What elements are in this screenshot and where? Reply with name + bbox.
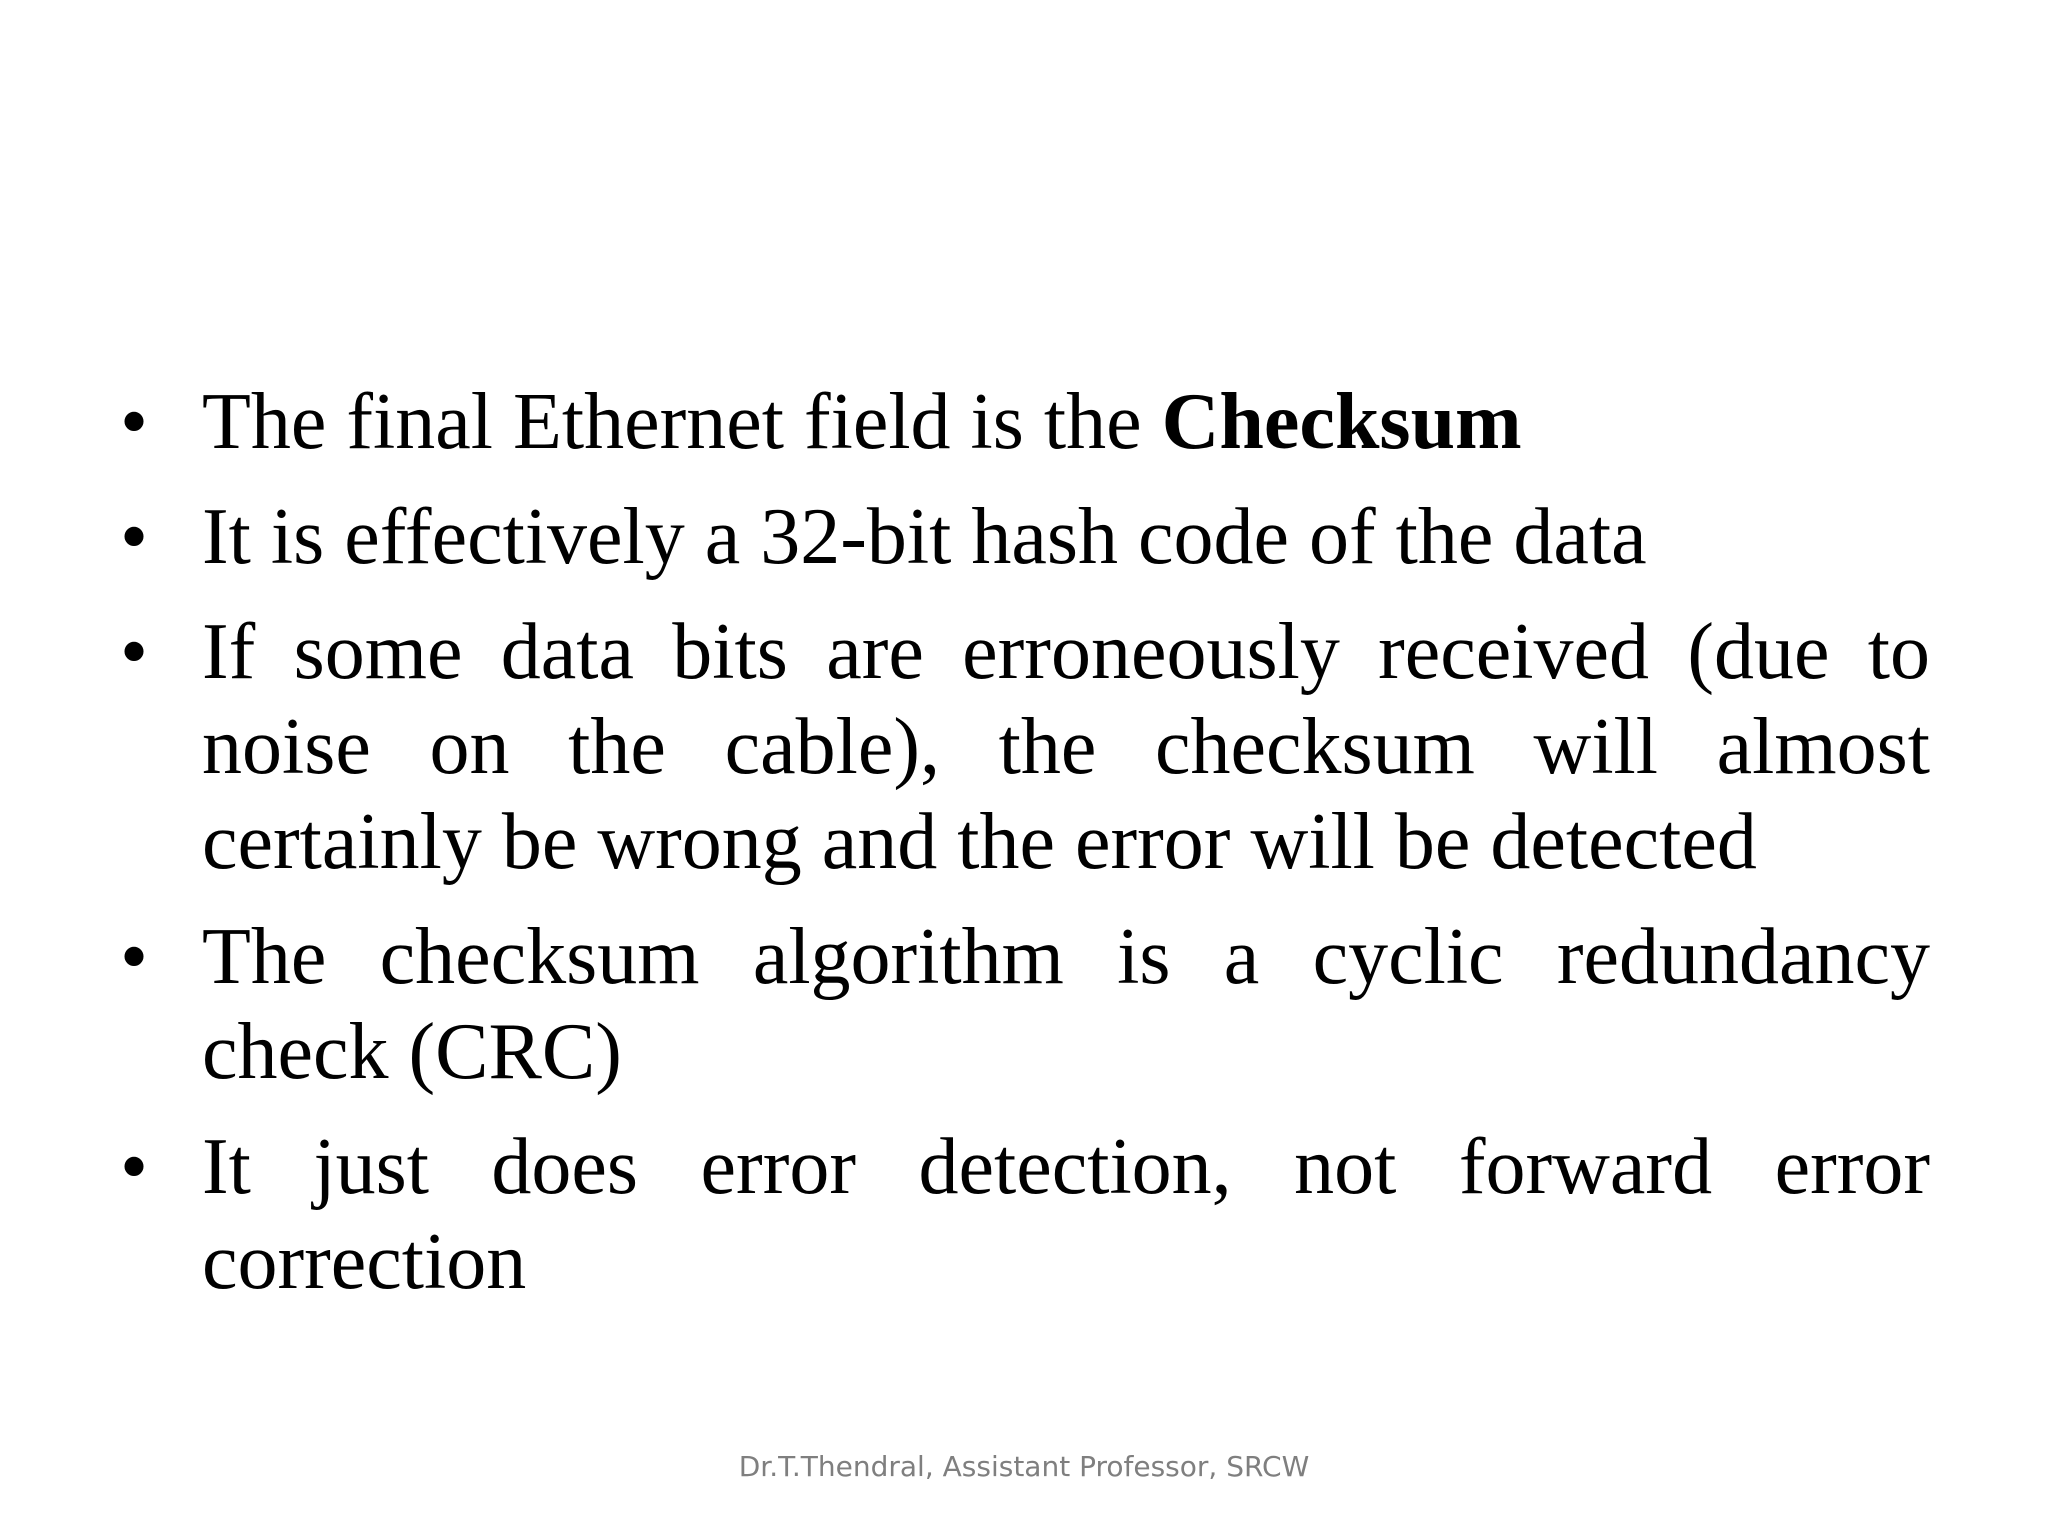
bullet-item-5 — [120, 1120, 1930, 1310]
bullet-item-1 — [120, 375, 1930, 470]
bullet-text: The checksum algorithm is a cyclic redundancy check (CRC) — [202, 913, 1930, 1096]
bullet-dot-icon: • — [120, 493, 149, 581]
bullet-dot-icon: • — [120, 1123, 149, 1211]
bullet-bold-term: Checksum — [1161, 378, 1522, 466]
bullet-text: It just does error detection, not forward error correction — [202, 1123, 1930, 1306]
bullet-dot-icon: • — [120, 913, 149, 1001]
bullet-text: The final Ethernet field is the — [202, 378, 1162, 466]
bullet-dot-icon: • — [120, 378, 149, 466]
bullet-text: If some data bits are erroneously received (due to noise on the cable), the checksum will almost certainly be wrong and the error will be detected — [202, 608, 1930, 886]
bullet-item-4 — [120, 910, 1930, 1100]
bullet-list — [120, 375, 1930, 1330]
bullet-item-2 — [120, 490, 1930, 585]
bullet-text: It is effectively a 32-bit hash code of the data — [202, 493, 1647, 581]
slide-footer: Dr.T.Thendral, Assistant Professor, SRCW — [738, 1450, 1310, 1483]
bullet-item-3 — [120, 605, 1930, 890]
bullet-dot-icon: • — [120, 608, 149, 696]
